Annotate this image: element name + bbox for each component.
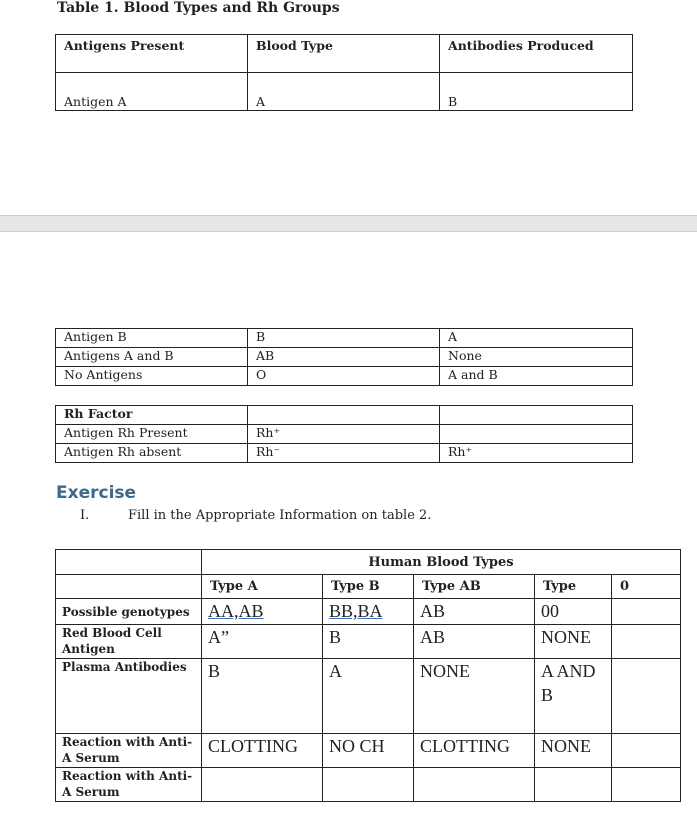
exercise-number: I. <box>80 508 90 523</box>
table-cell: A AND B <box>535 659 612 734</box>
table-cell <box>248 406 440 425</box>
exercise-heading: Exercise <box>56 483 137 503</box>
table-cell: 00 <box>535 599 612 625</box>
table-cell: Rh⁻ <box>248 444 440 463</box>
table-cell <box>440 406 633 425</box>
col-type-ab: Type AB <box>414 575 535 599</box>
table-cell: O <box>248 367 440 386</box>
table-cell: A <box>440 329 633 348</box>
table-cell <box>612 768 681 802</box>
row-label-rbc-antigen: Red Blood Cell Antigen <box>56 625 202 659</box>
table-cell: A and B <box>440 367 633 386</box>
table-cell: CLOTTING <box>202 734 323 768</box>
blood-types-table-1 <box>55 34 633 111</box>
table-cell: B <box>248 329 440 348</box>
table-cell <box>56 575 202 599</box>
cell-text: BB,BA <box>329 601 383 621</box>
page-break <box>0 215 697 232</box>
table-cell <box>535 768 612 802</box>
col-type-a: Type A <box>202 575 323 599</box>
table-cell: A” <box>202 625 323 659</box>
col-type-b: Type B <box>323 575 414 599</box>
row-label-plasma-antibodies: Plasma Antibodies <box>56 659 202 734</box>
col-zero: 0 <box>612 575 681 599</box>
table1-caption: Table 1. Blood Types and Rh Groups <box>57 0 340 16</box>
col-type: Type <box>535 575 612 599</box>
rh-factor-table <box>55 405 633 463</box>
table-cell: A <box>248 73 440 111</box>
table-cell: NONE <box>535 734 612 768</box>
table-cell: CLOTTING <box>414 734 535 768</box>
table-cell: A <box>323 659 414 734</box>
table-cell: B <box>202 659 323 734</box>
table-cell: AB <box>248 348 440 367</box>
table-cell: Antigens A and B <box>56 348 248 367</box>
rh-factor-header: Rh Factor <box>56 406 248 425</box>
human-blood-types-table <box>55 549 681 802</box>
table-cell <box>612 734 681 768</box>
table-cell <box>56 550 202 575</box>
table-cell: Rh⁺ <box>248 425 440 444</box>
table-cell: Antigen Rh absent <box>56 444 248 463</box>
cell-text: AA,AB <box>208 601 264 621</box>
table-cell: Antigen A <box>56 73 248 111</box>
row-label-genotypes: Possible genotypes <box>56 599 202 625</box>
table-cell: No Antigens <box>56 367 248 386</box>
table-cell: NONE <box>414 659 535 734</box>
table-cell: B <box>323 625 414 659</box>
human-blood-types-title: Human Blood Types <box>202 550 681 575</box>
table-cell: NONE <box>535 625 612 659</box>
table-cell: Rh⁺ <box>440 444 633 463</box>
table-cell: AB <box>414 625 535 659</box>
table-cell <box>323 768 414 802</box>
table-cell: None <box>440 348 633 367</box>
blood-types-table-2 <box>55 328 633 386</box>
row-label-anti-a-reaction-2: Reaction with Anti-A Serum <box>56 768 202 802</box>
table-cell <box>440 425 633 444</box>
table-cell <box>612 659 681 734</box>
exercise-instruction: Fill in the Appropriate Information on table 2. <box>128 508 432 523</box>
table-cell <box>202 599 323 625</box>
table-cell: AB <box>414 599 535 625</box>
header-blood-type: Blood Type <box>248 35 440 73</box>
table-cell <box>323 599 414 625</box>
table-cell: NO CH <box>323 734 414 768</box>
table-cell: Antigen Rh Present <box>56 425 248 444</box>
header-antibodies-produced: Antibodies Produced <box>440 35 633 73</box>
row-label-anti-a-reaction: Reaction with Anti-A Serum <box>56 734 202 768</box>
table-cell <box>612 625 681 659</box>
header-antigens-present: Antigens Present <box>56 35 248 73</box>
table-cell <box>414 768 535 802</box>
table-cell <box>202 768 323 802</box>
table-cell: B <box>440 73 633 111</box>
table-cell: Antigen B <box>56 329 248 348</box>
table-cell <box>612 599 681 625</box>
